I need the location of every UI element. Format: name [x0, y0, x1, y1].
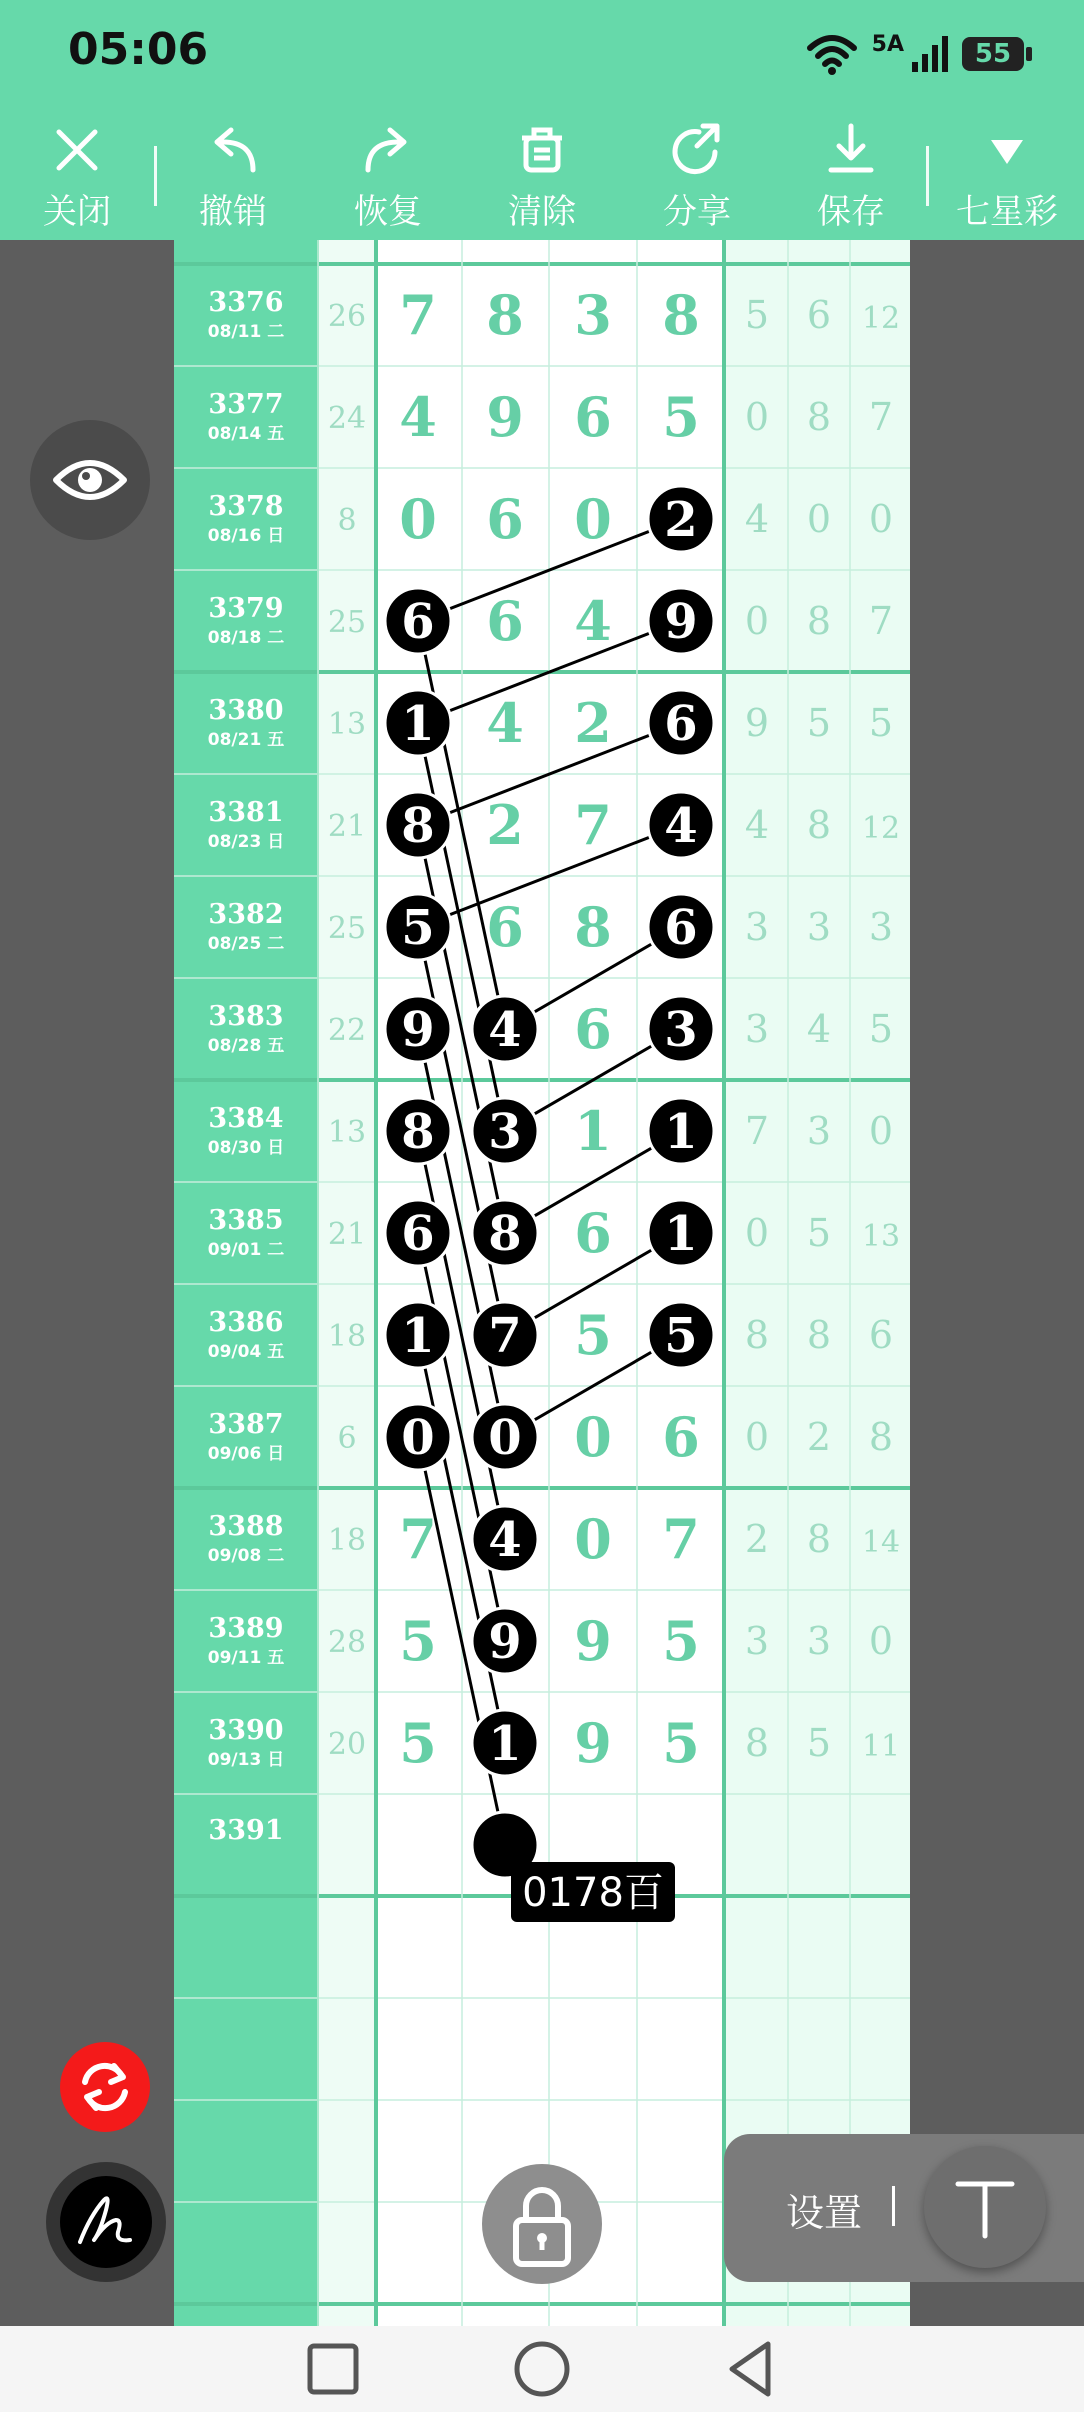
highlighted-digit: 4 [664, 798, 698, 854]
settings-divider [892, 2186, 895, 2226]
digit-value: 6 [574, 1201, 612, 1265]
digit-value: 7 [662, 1507, 700, 1571]
text-t-icon [924, 2146, 1046, 2268]
issue-number: 3391 [208, 1815, 284, 1846]
tail-value: 3 [868, 905, 894, 949]
tail-value: 8 [806, 1313, 832, 1357]
tail-value: 8 [806, 1517, 832, 1561]
tail-value: 0 [744, 599, 770, 643]
eye-icon [30, 420, 150, 540]
highlighted-digit: 2 [664, 492, 698, 548]
system-navigation-bar [0, 2326, 1084, 2412]
tail-value: 5 [806, 1211, 832, 1255]
tail-value: 3 [744, 1007, 770, 1051]
issue-number: 3386 [208, 1307, 284, 1338]
issue-date: 08/21 五 [207, 730, 285, 750]
trash-icon [512, 120, 572, 180]
digit-value: 0 [574, 487, 612, 551]
lottery-type-selector[interactable] [950, 120, 1064, 230]
status-bar [0, 0, 1084, 110]
visibility-toggle-button[interactable] [30, 420, 150, 540]
issue-number: 3379 [208, 593, 284, 624]
issue-number: 3382 [208, 899, 284, 930]
undo-icon [203, 120, 263, 180]
tail-value: 0 [744, 1415, 770, 1459]
redo-label: 恢复 [354, 192, 422, 232]
share-label: 分享 [663, 192, 731, 232]
share-button[interactable] [642, 120, 752, 230]
digit-value: 8 [574, 895, 612, 959]
toolbar-divider [154, 146, 157, 206]
settings-panel [724, 2134, 1084, 2282]
digit-value: 4 [574, 589, 612, 653]
digit-value: 6 [486, 487, 524, 551]
tail-value: 5 [868, 701, 894, 745]
digit-value: 0 [399, 487, 437, 551]
tail-value: 6 [868, 1313, 894, 1357]
highlighted-digit: 1 [664, 1104, 698, 1160]
sum-value: 25 [327, 605, 367, 640]
sum-value: 21 [327, 809, 367, 844]
digit-value: 6 [486, 589, 524, 653]
tail-value: 3 [806, 1619, 832, 1663]
highlighted-digit: 8 [488, 1206, 522, 1262]
issue-date: 08/23 日 [207, 832, 285, 852]
system-icons [804, 30, 1024, 78]
close-label: 关闭 [43, 192, 111, 232]
tail-value: 0 [868, 497, 894, 541]
sum-value: 18 [327, 1319, 367, 1354]
battery-icon: 55 [962, 37, 1024, 71]
back-icon[interactable] [720, 2338, 782, 2400]
share-icon [667, 120, 727, 180]
highlighted-digit: 0 [488, 1410, 522, 1466]
digit-value: 9 [486, 385, 524, 449]
issue-number: 3378 [208, 491, 284, 522]
tail-value: 4 [744, 803, 770, 847]
highlighted-digit: 1 [488, 1716, 522, 1772]
highlighted-digit: 6 [401, 594, 435, 650]
tail-value: 7 [744, 1109, 770, 1153]
tail-value: 6 [806, 293, 832, 337]
highlighted-digit: 5 [401, 900, 435, 956]
sum-value: 28 [327, 1625, 367, 1660]
sum-column-bg [318, 240, 376, 2326]
highlighted-digit: 8 [401, 798, 435, 854]
digit-value: 9 [574, 1711, 612, 1775]
tail-value: 7 [868, 395, 894, 439]
toolbar [0, 110, 1084, 240]
issue-date: 08/18 二 [207, 628, 285, 648]
toolbar-divider [926, 146, 929, 206]
sum-value: 20 [327, 1727, 367, 1762]
clear-button[interactable] [487, 120, 597, 230]
tail-value: 3 [744, 1619, 770, 1663]
issue-number: 3377 [208, 389, 284, 420]
issue-number: 3385 [208, 1205, 284, 1236]
digit-value: 5 [399, 1609, 437, 1673]
tail-value: 7 [868, 599, 894, 643]
tail-value: 4 [806, 1007, 832, 1051]
tail-value: 0 [868, 1619, 894, 1663]
lock-icon [482, 2164, 602, 2284]
digit-value: 0 [574, 1405, 612, 1469]
sum-value: 6 [337, 1421, 357, 1456]
sum-value: 21 [327, 1217, 367, 1252]
tail-value: 0 [868, 1109, 894, 1153]
tail-columns-bg [724, 240, 910, 2326]
save-label: 保存 [817, 192, 885, 232]
issue-date: 09/01 二 [207, 1240, 285, 1260]
digit-value: 8 [662, 283, 700, 347]
tail-value: 5 [806, 1721, 832, 1765]
lock-button[interactable] [482, 2164, 602, 2284]
issue-date: 08/30 日 [207, 1138, 285, 1158]
digit-value: 4 [486, 691, 524, 755]
issue-date: 08/28 五 [207, 1036, 285, 1056]
sum-value: 8 [337, 503, 357, 538]
tail-value: 0 [744, 1211, 770, 1255]
digit-value: 5 [662, 385, 700, 449]
undo-button[interactable] [178, 120, 288, 230]
network-type-label: 5A [871, 31, 904, 57]
sum-value: 26 [327, 299, 367, 334]
cellular-signal-icon [910, 34, 950, 74]
sum-value: 25 [327, 911, 367, 946]
highlighted-digit: 1 [664, 1206, 698, 1262]
trend-chart[interactable] [174, 240, 910, 2326]
digit-value: 6 [574, 997, 612, 1061]
digit-value: 5 [662, 1711, 700, 1775]
highlighted-digit: 1 [401, 1308, 435, 1364]
digit-value: 9 [574, 1609, 612, 1673]
tail-value: 0 [744, 395, 770, 439]
digit-value: 1 [574, 1099, 612, 1163]
issue-number: 3384 [208, 1103, 284, 1134]
tail-value: 12 [861, 301, 901, 336]
highlighted-digit: 5 [664, 1308, 698, 1364]
tail-value: 0 [806, 497, 832, 541]
highlighted-digit: 0 [401, 1410, 435, 1466]
issue-date: 09/08 二 [207, 1546, 285, 1566]
save-button[interactable] [796, 120, 906, 230]
draw-mode-button[interactable] [46, 2162, 166, 2282]
draw-mode-inner [60, 2176, 152, 2268]
lottery-type-label: 七星彩 [956, 192, 1058, 232]
issue-date: 09/04 五 [207, 1342, 285, 1362]
tail-value: 8 [806, 395, 832, 439]
tail-value: 8 [806, 599, 832, 643]
highlighted-digit: 9 [488, 1614, 522, 1670]
annotation-label: 0178百 [522, 1870, 664, 1916]
sum-value: 18 [327, 1523, 367, 1558]
issue-date: 09/13 日 [207, 1750, 285, 1770]
digit-value: 4 [399, 385, 437, 449]
tail-value: 13 [861, 1219, 901, 1254]
tail-value: 3 [806, 1109, 832, 1153]
highlighted-digit: 6 [664, 696, 698, 752]
issue-number: 3381 [208, 797, 284, 828]
highlighted-digit: 9 [664, 594, 698, 650]
digit-value: 5 [574, 1303, 612, 1367]
tail-value: 5 [744, 293, 770, 337]
digit-value: 6 [662, 1405, 700, 1469]
issue-number: 3383 [208, 1001, 284, 1032]
redo-icon [358, 120, 418, 180]
dropdown-triangle-icon [977, 120, 1037, 180]
wifi-icon [804, 32, 860, 76]
signature-pen-icon [60, 2176, 152, 2268]
tail-value: 5 [868, 1007, 894, 1051]
issue-number: 3389 [208, 1613, 284, 1644]
tail-value: 8 [744, 1313, 770, 1357]
tail-value: 11 [861, 1729, 901, 1764]
digit-value: 5 [399, 1711, 437, 1775]
issue-date: 08/14 五 [207, 424, 285, 444]
issue-number: 3387 [208, 1409, 284, 1440]
digit-value: 6 [486, 895, 524, 959]
digit-value: 7 [574, 793, 612, 857]
settings-button[interactable]: 设置 [786, 2191, 863, 2235]
tail-value: 8 [806, 803, 832, 847]
digit-value: 6 [574, 385, 612, 449]
digit-value: 8 [486, 283, 524, 347]
digit-value: 0 [574, 1507, 612, 1571]
digit-value: 5 [662, 1609, 700, 1673]
digit-value: 2 [486, 793, 524, 857]
tail-value: 8 [868, 1415, 894, 1459]
highlighted-digit: 4 [488, 1512, 522, 1568]
tail-value: 3 [806, 905, 832, 949]
download-icon [821, 120, 881, 180]
sync-button[interactable] [60, 2042, 150, 2132]
digit-value: 3 [574, 283, 612, 347]
highlighted-digit: 8 [401, 1104, 435, 1160]
highlighted-digit: 3 [664, 1002, 698, 1058]
digit-value: 2 [574, 691, 612, 755]
tail-value: 3 [744, 905, 770, 949]
sum-value: 13 [327, 1115, 367, 1150]
tail-value: 2 [744, 1517, 770, 1561]
issue-date: 08/11 二 [207, 322, 285, 342]
highlighted-digit: 6 [401, 1206, 435, 1262]
highlighted-digit: 6 [664, 900, 698, 956]
digit-value: 7 [399, 283, 437, 347]
issue-date: 09/06 日 [207, 1444, 285, 1464]
undo-label: 撤销 [199, 192, 267, 232]
close-button[interactable] [22, 120, 132, 230]
sum-value: 13 [327, 707, 367, 742]
issue-date: 09/11 五 [207, 1648, 285, 1668]
issue-date: 08/16 日 [207, 526, 285, 546]
tail-value: 14 [861, 1525, 901, 1560]
text-tool-button[interactable] [924, 2146, 1046, 2268]
highlighted-digit: 9 [401, 1002, 435, 1058]
recent-apps-icon[interactable] [302, 2338, 364, 2400]
refresh-icon [60, 2042, 150, 2132]
tail-value: 2 [806, 1415, 832, 1459]
trend-chart-canvas[interactable] [174, 240, 910, 2326]
issue-date: 08/25 二 [207, 934, 285, 954]
digit-value: 7 [399, 1507, 437, 1571]
issue-number: 3380 [208, 695, 284, 726]
highlighted-digit: 7 [488, 1308, 522, 1364]
clock: 05:06 [68, 24, 209, 75]
issue-number: 3376 [208, 287, 284, 318]
issue-column-bg [174, 240, 318, 2326]
sum-value: 24 [327, 401, 367, 436]
highlighted-digit: 3 [488, 1104, 522, 1160]
redo-button[interactable] [333, 120, 443, 230]
issue-number: 3390 [208, 1715, 284, 1746]
sum-value: 22 [327, 1013, 367, 1048]
highlighted-digit: 1 [401, 696, 435, 752]
close-icon [47, 120, 107, 180]
tail-value: 8 [744, 1721, 770, 1765]
home-icon[interactable] [511, 2338, 573, 2400]
tail-value: 12 [861, 811, 901, 846]
clear-label: 清除 [508, 192, 576, 232]
highlighted-digit: 4 [488, 1002, 522, 1058]
tail-value: 9 [744, 701, 770, 745]
tail-value: 5 [806, 701, 832, 745]
issue-number: 3388 [208, 1511, 284, 1542]
tail-value: 4 [744, 497, 770, 541]
